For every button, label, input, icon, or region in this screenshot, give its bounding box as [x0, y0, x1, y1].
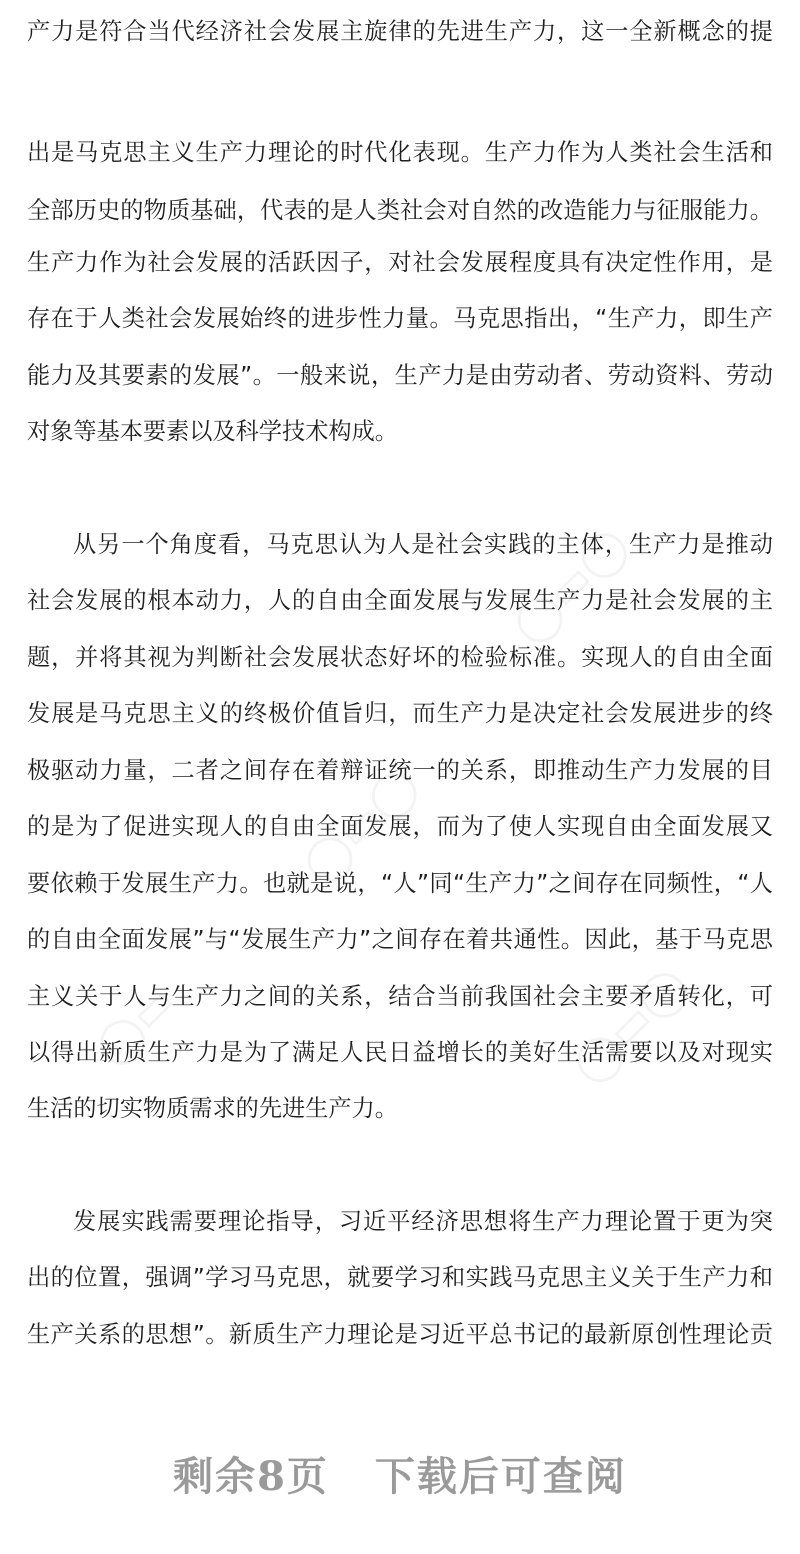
download-prompt[interactable]	[0, 1452, 800, 1502]
download-to-view-label[interactable]: 下载后可查阅	[374, 1453, 627, 1500]
text-line: 社会发展的根本动力，人的自由全面发展与发展生产力是社会发展的主	[27, 587, 773, 614]
watermark-logo: ◯▭	[85, 975, 186, 1076]
watermark-logo: ◯▭◯	[562, 957, 698, 1094]
watermark-logo: ◯▭◯	[292, 757, 428, 894]
text-line: 以得出新质生产力是为了满足人民日益增长的美好生活需要以及对现实	[27, 1039, 773, 1066]
text-line: 出的位置，强调”学习马克思，就要学习和实践马克思主义关于生产力和	[27, 1264, 773, 1291]
text-line: 的自由全面发展”与“发展生产力”之间存在着共通性。因此，基于马克思	[27, 926, 773, 953]
text-line: 生产力作为社会发展的活跃因子，对社会发展程度具有决定性作用，是	[27, 249, 773, 276]
text-line: 题，并将其视为判断社会发展状态好坏的检验标准。实现人的自由全面	[27, 644, 773, 671]
watermark-logo: ◯▭◯	[502, 517, 638, 654]
text-line: 对象等基本要素以及科学技术构成。	[27, 418, 398, 445]
text-line: 产力是符合当代经济社会发展主旋律的先进生产力，这一全新概念的提	[27, 18, 773, 45]
text-line: 主义关于人与生产力之间的关系，结合当前我国社会主要矛盾转化，可	[27, 983, 773, 1010]
text-line: 存在于人类社会发展始终的进步性力量。马克思指出，“生产力，即生产	[27, 305, 773, 332]
text-line: 全部历史的物质基础，代表的是人类社会对自然的改造能力与征服能力。	[27, 197, 773, 224]
remaining-pages-label: 剩余8页	[173, 1453, 329, 1500]
text-line: 生活的切实物质需求的先进生产力。	[27, 1095, 398, 1122]
text-line: 生产关系的思想”。新质生产力理论是习近平总书记的最新原创性理论贡	[27, 1321, 773, 1348]
text-line: 从另一个角度看，马克思认为人是社会实践的主体，生产力是推动	[73, 531, 773, 558]
text-line: 的是为了促进实现人的自由全面发展，而为了使人实现自由全面发展又	[27, 813, 773, 840]
text-line: 极驱动力量，二者之间存在着辩证统一的关系，即推动生产力发展的目	[27, 757, 773, 784]
text-line: 能力及其要素的发展”。一般来说，生产力是由劳动者、劳动资料、劳动	[27, 362, 773, 389]
text-line: 发展是马克思主义的终极价值旨归，而生产力是决定社会发展进步的终	[27, 700, 773, 727]
text-line: 出是马克思主义生产力理论的时代化表现。生产力作为人类社会生活和	[27, 139, 773, 166]
text-line: 要依赖于发展生产力。也就是说，“人”同“生产力”之间存在同频性，“人	[27, 870, 773, 897]
text-line: 发展实践需要理论指导，习近平经济思想将生产力理论置于更为突	[73, 1208, 773, 1235]
